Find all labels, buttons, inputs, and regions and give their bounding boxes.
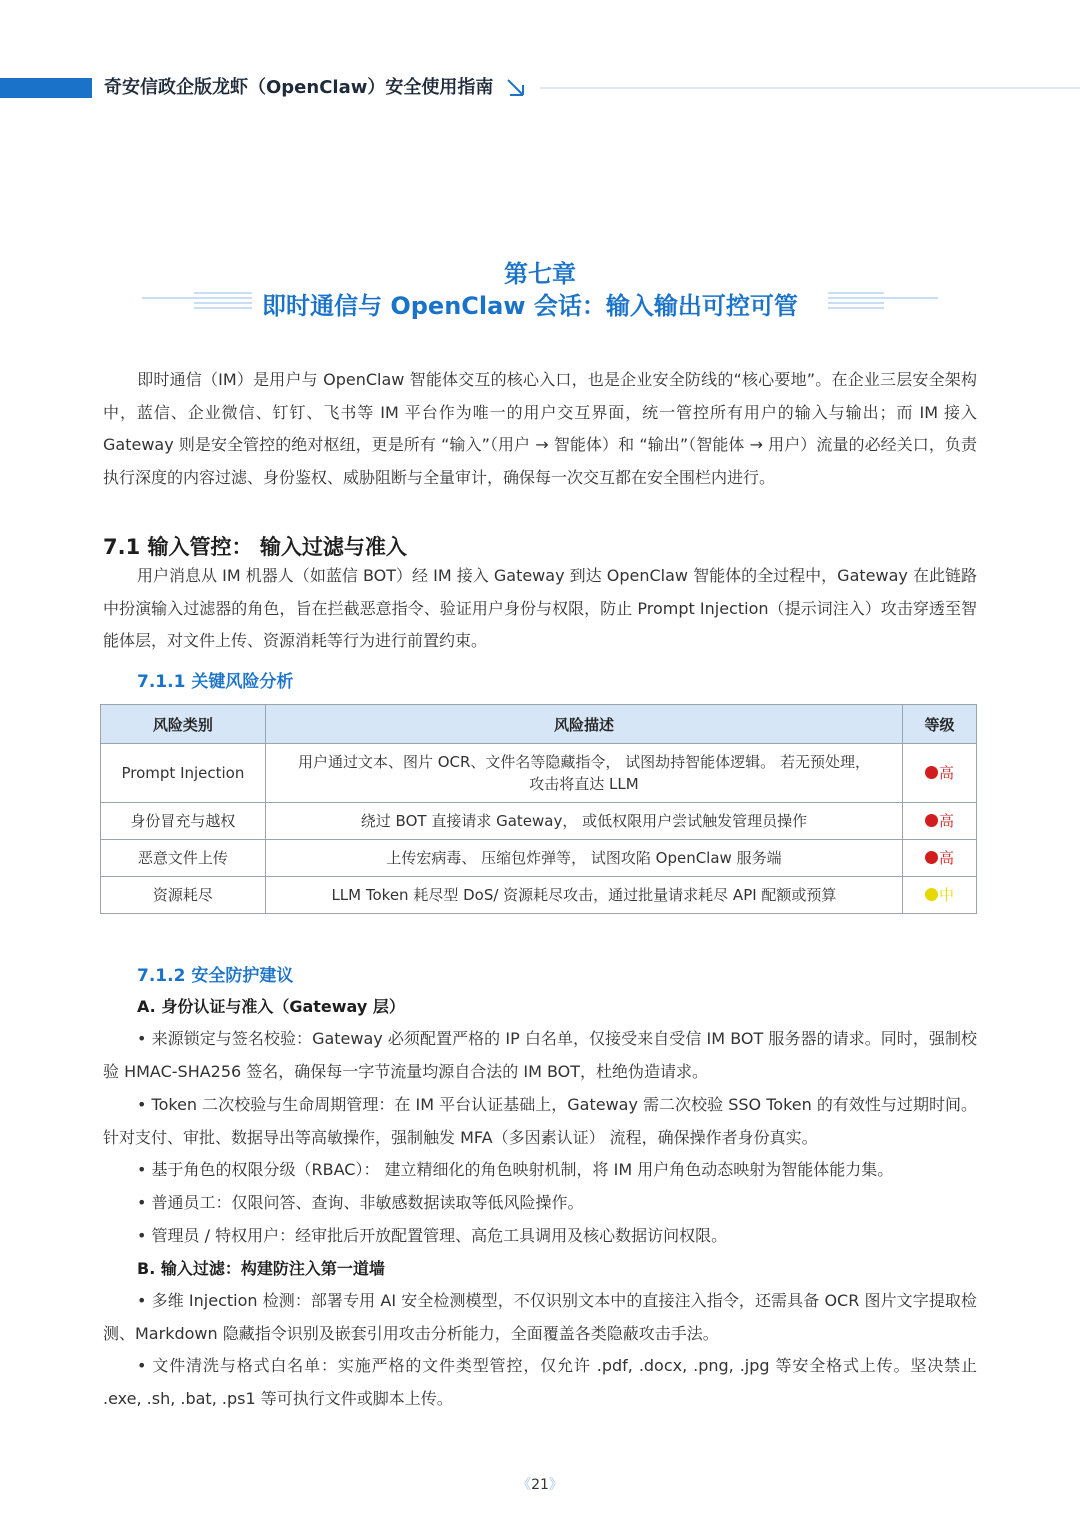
list-item: • 普通员工：仅限问答、查询、非敏感数据读取等低风险操作。 xyxy=(137,1193,584,1212)
section-heading-7-1: 7.1 输入管控： 输入过滤与准入 xyxy=(103,535,407,559)
section-7-1-paragraph: 用户消息从 IM 机器人（如蓝信 BOT）经 IM 接入 Gateway 到达 OpenClaw 智能体的全过程中，Gateway 在此链路中扮演输入过滤器的角色，旨在拦截恶意指令、验证用户身份与权限，防止 Prompt Injection（提示词注入）攻击穿透至智能体层，对文件上传、资源消耗等行为进行前置约束。 xyxy=(103,566,977,650)
list-item: • Token 二次校验与生命周期管理：在 IM 平台认证基础上，Gateway 需二次校验 SSO Token 的有效性与过期时间。针对支付、审批、数据导出等高敏操作，强制触发 MFA（多因素认证） 流程，确保操作者身份真实。 xyxy=(103,1095,977,1147)
section-heading-7-1-2: 7.1.2 安全防护建议 xyxy=(137,966,294,986)
level-dot-icon xyxy=(925,851,938,864)
risk-category: 恶意文件上传 xyxy=(101,840,266,877)
level-dot-icon xyxy=(925,766,938,779)
column-header-level: 等级 xyxy=(903,705,977,744)
heading-decoration-right xyxy=(828,289,938,311)
subheading-a: A. 身份认证与准入（Gateway 层） xyxy=(137,997,405,1016)
list-item: • 管理员 / 特权用户：经审批后开放配置管理、高危工具调用及核心数据访问权限。 xyxy=(137,1226,728,1245)
section-heading-7-1-1: 7.1.1 关键风险分析 xyxy=(137,672,294,692)
risk-category: Prompt Injection xyxy=(101,744,266,803)
list-item: • 基于角色的权限分级（RBAC）： 建立精细化的角色映射机制，将 IM 用户角色动态映射为智能体能力集。 xyxy=(137,1160,894,1179)
level-dot-icon xyxy=(925,814,938,827)
risk-description: 用户通过文本、图片 OCR、文件名等隐藏指令， 试图劫持智能体逻辑。 若无预处理， 攻击将直达 LLM xyxy=(265,744,902,803)
arrow-down-right-icon xyxy=(506,79,526,97)
risk-level: 高 xyxy=(903,803,977,840)
chapter-title: 即时通信与 OpenClaw 会话：输入输出可控可管 xyxy=(262,292,798,320)
table-row xyxy=(101,840,977,877)
header-accent-bar xyxy=(0,78,92,98)
column-header-description: 风险描述 xyxy=(265,705,902,744)
list-item: • 来源锁定与签名校验：Gateway 必须配置严格的 IP 白名单，仅接受来自受信 IM BOT 服务器的请求。同时，强制校验 HMAC-SHA256 签名，确保每一字节流量均源自合法的 IM BOT，杜绝伪造请求。 xyxy=(103,1029,977,1081)
risk-level: 高 xyxy=(903,840,977,877)
intro-paragraph: 即时通信（IM）是用户与 OpenClaw 智能体交互的核心入口，也是企业安全防线的“核心要地”。在企业三层安全架构中，蓝信、企业微信、钉钉、飞书等 IM 平台作为唯一的用户交互界面，统一管控所有用户的输入与输出；而 IM 接入 Gateway 则是安全管控的绝对枢纽，更是所有 “输入”（用户 → 智能体）和 “输出”（智能体 → 用户）流量的必经关口，负责执行深度的内容过滤、身份鉴权、威胁阻断与全量审计，确保每一次交互都在安全围栏内进行。 xyxy=(103,370,977,487)
header-rule xyxy=(540,87,1080,89)
heading-decoration-left xyxy=(142,289,252,311)
table-row xyxy=(101,744,977,803)
chapter-number: 第七章 xyxy=(504,260,576,288)
risk-description: 绕过 BOT 直接请求 Gateway， 或低权限用户尝试触发管理员操作 xyxy=(265,803,902,840)
column-header-category: 风险类别 xyxy=(101,705,266,744)
risk-description: LLM Token 耗尽型 DoS/ 资源耗尽攻击，通过批量请求耗尽 API 配额或预算 xyxy=(265,877,902,914)
risk-table xyxy=(100,704,977,914)
table-row xyxy=(101,877,977,914)
table-header-row xyxy=(101,705,977,744)
list-item: • 多维 Injection 检测：部署专用 AI 安全检测模型，不仅识别文本中的直接注入指令，还需具备 OCR 图片文字提取检测、Markdown 隐藏指令识别及嵌套引用攻击分析能力，全面覆盖各类隐蔽攻击手法。 xyxy=(103,1291,977,1343)
document-title: 奇安信政企版龙虾（OpenClaw）安全使用指南 xyxy=(104,77,494,98)
level-dot-icon xyxy=(925,888,938,901)
page-number: 《21》 xyxy=(517,1477,563,1493)
risk-category: 资源耗尽 xyxy=(101,877,266,914)
list-item: • 文件清洗与格式白名单：实施严格的文件类型管控，仅允许 .pdf, .docx, .png, .jpg 等安全格式上传。坚决禁止 .exe, .sh, .bat, .ps1 等可执行文件或脚本上传。 xyxy=(103,1356,977,1408)
risk-level: 高 xyxy=(903,744,977,803)
risk-level: 中 xyxy=(903,877,977,914)
risk-description: 上传宏病毒、 压缩包炸弹等， 试图攻陷 OpenClaw 服务端 xyxy=(265,840,902,877)
subheading-b: B. 输入过滤：构建防注入第一道墙 xyxy=(137,1259,385,1278)
table-row xyxy=(101,803,977,840)
risk-category: 身份冒充与越权 xyxy=(101,803,266,840)
